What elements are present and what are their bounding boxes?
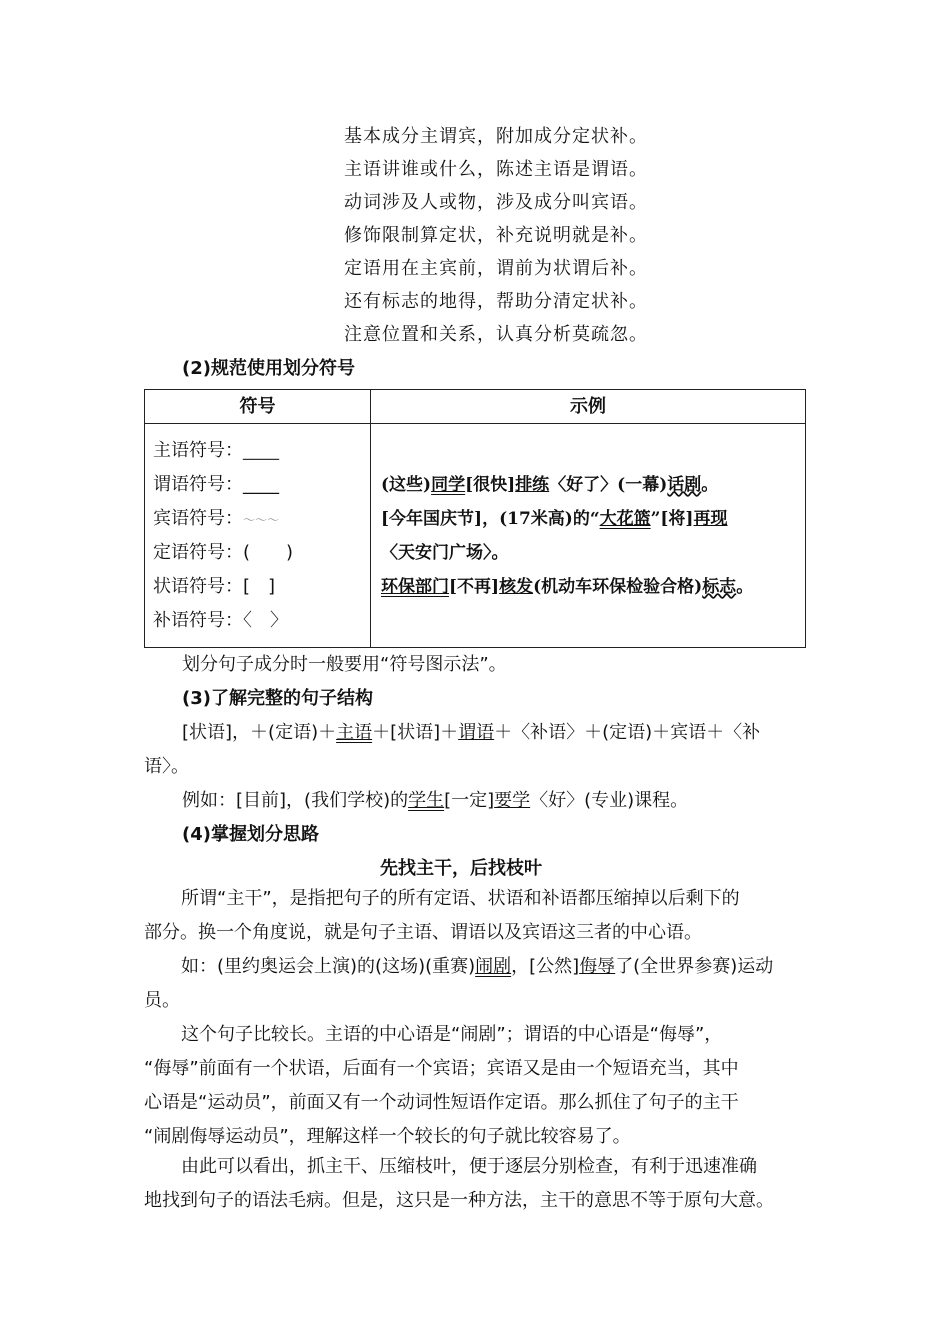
para-line: 所谓“主干”，是指把句子的所有定语、状语和补语都压缩掉以后剩下的 bbox=[181, 888, 740, 909]
object: 话剧 bbox=[667, 475, 702, 495]
text: ，[公然] bbox=[511, 956, 580, 977]
predicate: 再现 bbox=[693, 509, 728, 529]
center-title: 先找主干，后找枝叶 bbox=[380, 858, 542, 879]
para-line: 地找到句子的语法毛病。但是，这只是一种方法，主干的意思不等于原句大意。 bbox=[144, 1190, 774, 1211]
symbol-predicate bbox=[153, 470, 279, 496]
section-4-title: (4)掌握划分思路 bbox=[182, 824, 319, 845]
symbol-label: 状语符号： bbox=[153, 576, 243, 597]
text: 如：(里约奥运会上演)的(这场)(重赛) bbox=[181, 956, 476, 977]
symbol-mark: ____ bbox=[243, 440, 279, 461]
para-line: “侮辱”前面有一个状语，后面有一个宾语；宾语又是由一个短语充当，其中 bbox=[144, 1058, 739, 1079]
subject: 闹剧 bbox=[475, 956, 512, 977]
symbol-note: 划分句子成分时一般要用“符号图示法”。 bbox=[182, 654, 507, 675]
para-line: 这个句子比较长。主语的中心语是“闹剧”；谓语的中心语是“侮辱”， bbox=[181, 1024, 723, 1045]
verse-line: 基本成分主谓宾，附加成分定状补。 bbox=[344, 126, 648, 147]
verse-line: 修饰限制算定状，补充说明就是补。 bbox=[344, 225, 648, 246]
text: ＋[状语]＋ bbox=[372, 722, 459, 743]
header-example: 示例 bbox=[570, 396, 606, 417]
table-divider bbox=[370, 390, 371, 647]
text: ＋〈补语〉＋(定语)＋宾语＋〈补 bbox=[494, 722, 761, 743]
verse-line: 还有标志的地得，帮助分清定状补。 bbox=[344, 291, 648, 312]
subject: 环保部门 bbox=[381, 577, 449, 597]
para-line: “闹剧侮辱运动员”，理解这样一个较长的句子就比较容易了。 bbox=[144, 1126, 631, 1147]
sample-line-cont: 员。 bbox=[144, 990, 180, 1011]
mnemonic-verse bbox=[344, 120, 664, 351]
symbol-complement bbox=[153, 606, 288, 632]
symbol-label: 宾语符号： bbox=[153, 508, 243, 529]
text: 。 bbox=[491, 543, 509, 563]
text: (这些) bbox=[381, 475, 432, 495]
text: 〈好〉(专业)课程。 bbox=[530, 790, 689, 811]
text: 。 bbox=[736, 577, 754, 597]
predicate: 核发 bbox=[499, 577, 534, 597]
symbol-mark: ( ) bbox=[243, 542, 294, 563]
object: 标志 bbox=[702, 577, 737, 597]
verse-line: 注意位置和关系，认真分析莫疏忽。 bbox=[344, 324, 648, 345]
para-line: 心语是“运动员”，前面又有一个动词性短语作定语。那么抓住了句子的主干 bbox=[144, 1092, 739, 1113]
subject: 大花篮 bbox=[599, 509, 651, 529]
symbol-table bbox=[144, 389, 806, 648]
text: 了(全世界参赛)运动 bbox=[615, 956, 774, 977]
text: [一定] bbox=[444, 790, 495, 811]
text: 〈天安门广场〉 bbox=[381, 543, 492, 563]
structure-line bbox=[182, 718, 760, 744]
example-2 bbox=[381, 504, 727, 529]
sample-sentence bbox=[144, 950, 824, 1018]
symbol-label: 补语符号： bbox=[153, 610, 243, 631]
symbol-label: 谓语符号： bbox=[153, 474, 243, 495]
text: [不再] bbox=[449, 577, 500, 597]
text: 〈好了〉(一幕) bbox=[549, 475, 668, 495]
example-line bbox=[182, 786, 688, 812]
verse-line: 定语用在主宾前，谓前为状谓后补。 bbox=[344, 258, 648, 279]
text: (机动车环保检验合格) bbox=[533, 577, 703, 597]
paragraph-1 bbox=[144, 882, 824, 950]
text: [很快] bbox=[465, 475, 516, 495]
paragraph-2 bbox=[144, 1018, 824, 1154]
section-2-title: (2)规范使用划分符号 bbox=[182, 358, 355, 379]
example-2-cont bbox=[381, 538, 509, 563]
symbol-attributive bbox=[153, 538, 293, 564]
section-3-title: (3)了解完整的句子结构 bbox=[182, 688, 373, 709]
text: 。 bbox=[701, 475, 719, 495]
verse-line: 主语讲谁或什么，陈述主语是谓语。 bbox=[344, 159, 648, 180]
subject: 学生 bbox=[408, 790, 445, 811]
text: [今年国庆节]，(17米高)的“ bbox=[381, 509, 600, 529]
symbol-adverbial bbox=[153, 572, 275, 598]
predicate: 谓语 bbox=[458, 722, 495, 743]
predicate: 排练 bbox=[515, 475, 550, 495]
symbol-mark: ～～～ bbox=[243, 513, 280, 527]
header-symbol: 符号 bbox=[239, 396, 276, 417]
structure-line-cont: 语〉。 bbox=[144, 756, 189, 777]
text: ”[将] bbox=[650, 509, 694, 529]
text: 例如：[目前]，(我们学校)的 bbox=[182, 790, 409, 811]
example-1 bbox=[381, 470, 718, 495]
symbol-mark: [ ] bbox=[243, 576, 276, 597]
subject: 主语 bbox=[336, 722, 373, 743]
verse-line: 动词涉及人或物，涉及成分叫宾语。 bbox=[344, 192, 648, 213]
symbol-label: 主语符号： bbox=[153, 440, 243, 461]
paragraph-3 bbox=[144, 1150, 824, 1218]
example-3 bbox=[381, 572, 753, 597]
symbol-subject bbox=[153, 436, 279, 462]
symbol-label: 定语符号： bbox=[153, 542, 243, 563]
para-line: 部分。换一个角度说，就是句子主语、谓语以及宾语这三者的中心语。 bbox=[144, 922, 702, 943]
sample-line bbox=[144, 950, 824, 984]
predicate: 侮辱 bbox=[579, 956, 616, 977]
symbol-mark: ____ bbox=[243, 474, 279, 495]
symbol-mark: 〈 〉 bbox=[243, 610, 288, 631]
para-line: 由此可以看出，抓主干、压缩枝叶，便于逐层分别检查，有利于迅速准确 bbox=[181, 1156, 757, 1177]
predicate: 要学 bbox=[494, 790, 531, 811]
text: [状语]，＋(定语)＋ bbox=[182, 722, 337, 743]
subject: 同学 bbox=[431, 475, 466, 495]
symbol-object bbox=[153, 504, 279, 530]
